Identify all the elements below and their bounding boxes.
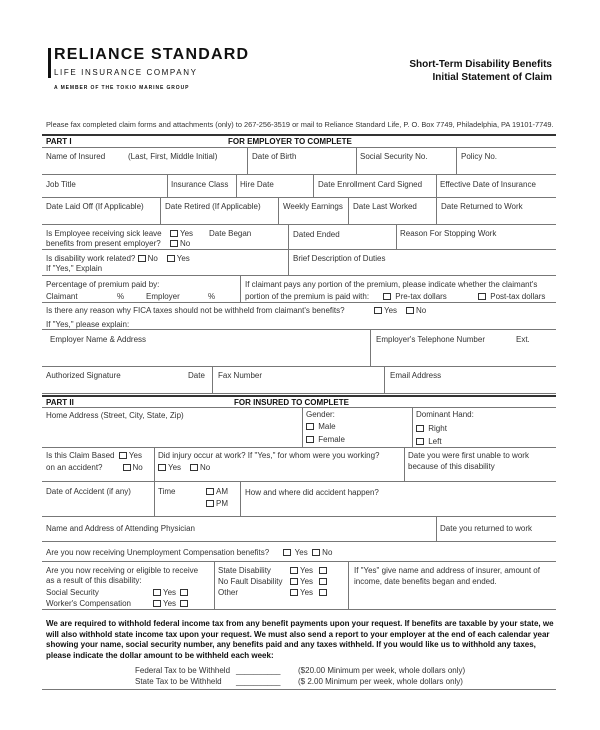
checkbox[interactable]: [312, 549, 320, 556]
rule: [42, 516, 556, 517]
name-of-insured-label: Name of Insured: [46, 152, 106, 161]
hand-left-option[interactable]: Left: [416, 437, 442, 446]
part1-top-rule: [42, 134, 556, 136]
bottom-rule: [42, 689, 556, 690]
checkbox[interactable]: [383, 293, 391, 300]
checkbox[interactable]: [119, 452, 127, 459]
sick-leave-question-line1: Is Employee receiving sick leave: [46, 229, 162, 238]
divider: [214, 561, 215, 609]
injury-at-work-question: Did injury occur at work? If "Yes," for whom were you working?: [158, 451, 380, 460]
rule: [42, 447, 556, 448]
date-enrollment-label: Date Enrollment Card Signed: [318, 180, 423, 189]
date-of-birth-label: Date of Birth: [252, 152, 297, 161]
divider: [278, 197, 279, 224]
checkbox[interactable]: [170, 240, 178, 247]
date-retired-label: Date Retired (If Applicable): [165, 202, 261, 211]
state-tax-label: State Tax to be Withheld: [135, 677, 222, 686]
date-returned-work-label: Date you returned to work: [440, 524, 533, 533]
checkbox[interactable]: [167, 255, 175, 262]
part1-label: PART I: [46, 137, 72, 146]
insurance-class-label: Insurance Class: [171, 180, 229, 189]
divider: [240, 275, 241, 302]
injury-at-work-options: Yes No: [158, 463, 210, 472]
dominant-hand-label: Dominant Hand:: [416, 410, 474, 419]
rule: [42, 147, 556, 148]
brief-description-label: Brief Description of Duties: [293, 254, 386, 263]
company-subtitle: LIFE INSURANCE COMPANY: [54, 68, 198, 77]
state-tax-note: ($ 2.00 Minimum per week, whole dollars only): [298, 677, 463, 686]
divider: [154, 481, 155, 516]
gender-male-option[interactable]: Male: [306, 422, 336, 431]
divider: [160, 197, 161, 224]
rule: [42, 174, 556, 175]
divider: [412, 407, 413, 447]
dated-ended-label: Dated Ended: [293, 230, 340, 239]
divider: [384, 366, 385, 393]
nf-no-checkbox[interactable]: [319, 578, 327, 585]
pct-symbol: %: [208, 292, 216, 301]
employer-name-label: Employer Name & Address: [50, 335, 147, 344]
if-yes-give-line1: If "Yes" give name and address of insurer, amount of: [354, 566, 540, 575]
checkbox[interactable]: [206, 488, 214, 495]
other-yes-checkbox[interactable]: [290, 589, 298, 596]
rule: [42, 541, 556, 542]
weekly-earnings-label: Weekly Earnings: [283, 202, 343, 211]
sd-yes-checkbox[interactable]: [290, 567, 298, 574]
rule: [42, 366, 556, 367]
date-laid-off-label: Date Laid Off (If Applicable): [46, 202, 144, 211]
employer-phone-label: Employer's Telephone Number: [376, 335, 485, 344]
if-yes-explain-label: If "Yes," Explain: [46, 264, 103, 273]
yes-label: Yes: [300, 588, 314, 597]
first-unable-line1: Date you were first unable to work: [408, 451, 529, 460]
divider: [404, 447, 405, 481]
checkbox[interactable]: [478, 293, 486, 300]
federal-tax-label: Federal Tax to be Withheld: [135, 666, 231, 675]
rule: [42, 609, 556, 610]
fax-number-label: Fax Number: [218, 371, 263, 380]
fica-question: Is there any reason why FICA taxes should not be withheld from claimant's benefits?: [46, 306, 345, 315]
rule: [42, 275, 556, 276]
sick-leave-no[interactable]: No: [170, 239, 190, 248]
divider: [436, 197, 437, 224]
checkbox[interactable]: [416, 438, 424, 445]
divider: [302, 407, 303, 447]
divider: [212, 366, 213, 393]
date-last-worked-label: Date Last Worked: [353, 202, 417, 211]
gender-label: Gender:: [306, 410, 335, 419]
checkbox[interactable]: [306, 423, 314, 430]
hand-right-option[interactable]: Right: [416, 424, 447, 433]
divider: [436, 174, 437, 197]
claimant-pays-line2: portion of the premium is paid with:: [245, 292, 370, 301]
yes-label: Yes: [300, 566, 314, 575]
divider: [240, 481, 241, 516]
unemployment-question: Are you now receiving Unemployment Compensation benefits? Yes No: [46, 548, 333, 557]
sd-no-checkbox[interactable]: [319, 567, 327, 574]
checkbox[interactable]: [406, 307, 414, 314]
reason-stopping-label: Reason For Stopping Work: [400, 229, 497, 238]
pm-option[interactable]: PM: [206, 499, 228, 508]
divider: [348, 561, 349, 609]
ssn-label: Social Security No.: [360, 152, 428, 161]
document-title: [409, 58, 552, 84]
physician-label: Name and Address of Attending Physician: [46, 524, 195, 533]
date-label: Date: [188, 371, 205, 380]
rule: [42, 197, 556, 198]
rule: [42, 561, 556, 562]
part2-heading: FOR INSURED TO COMPLETE: [234, 398, 349, 407]
claim-accident-line1: Is this Claim Based Yes: [46, 451, 142, 460]
first-unable-line2: because of this disability: [408, 462, 495, 471]
effective-date-label: Effective Date of Insurance: [440, 180, 536, 189]
divider: [167, 174, 168, 197]
claimant-pays-line1: If claimant pays any portion of the premium, please indicate whether the claimant's: [245, 280, 538, 289]
ext-label: Ext.: [516, 335, 530, 344]
divider: [288, 224, 289, 275]
if-yes-give-line2: income, date benefits began and ended.: [354, 577, 497, 586]
claim-accident-line2: on an accident? No: [46, 463, 143, 472]
rule: [42, 249, 556, 250]
email-label: Email Address: [390, 371, 442, 380]
post-tax-option[interactable]: Post-tax dollars: [478, 292, 545, 301]
checkbox[interactable]: [158, 464, 166, 471]
home-address-label: Home Address (Street, City, State, Zip): [46, 411, 184, 420]
pct-premium-label: Percentage of premium paid by:: [46, 280, 160, 289]
state-tax-blank[interactable]: __________: [236, 677, 281, 686]
wc-yes-checkbox[interactable]: [153, 600, 161, 607]
sick-leave-question-line2: benefits from present employer?: [46, 239, 161, 248]
how-where-label: How and where did accident happen?: [245, 488, 379, 497]
checkbox[interactable]: [306, 436, 314, 443]
divider: [436, 516, 437, 541]
federal-tax-blank[interactable]: __________: [236, 666, 281, 675]
fax-instructions: Please fax completed claim forms and attachments (only) to 267-256-3519 or mail to Reliance Standard Life, P. O. Box 7749, Philadelphia, PA 19101-7749.: [46, 120, 554, 129]
company-logo-text: RELIANCE STANDARD: [54, 46, 250, 63]
ss-yes-checkbox[interactable]: [153, 589, 161, 596]
logo-bar: [48, 48, 51, 78]
rule: [42, 329, 556, 330]
tax-withholding-notice: We are required to withhold federal income tax from any benefit payments upon your request. If benefits are taxable by your state, we will also withhold state income tax upon your request. We must also send a report to your employer at the end of each calendar year showing your name, social security number, any benefits paid and any taxes withheld. If you would like us to withhold any taxes, please indicate the dollar amount to be withheld each week:: [46, 619, 554, 660]
title-line-1: Short-Term Disability Benefits: [409, 59, 552, 70]
date-began-label: Date Began: [209, 229, 252, 238]
hire-date-label: Hire Date: [240, 180, 274, 189]
divider: [396, 224, 397, 249]
name-parts-label: (Last, First, Middle Initial): [128, 152, 218, 161]
part2-label: PART II: [46, 398, 74, 407]
divider: [456, 147, 457, 174]
divider: [348, 197, 349, 224]
rule: [42, 407, 556, 408]
policy-no-label: Policy No.: [461, 152, 498, 161]
time-label: Time: [158, 487, 176, 496]
divider: [247, 147, 248, 174]
company-tagline: A MEMBER OF THE TOKIO MARINE GROUP: [54, 85, 190, 91]
checkbox[interactable]: [170, 230, 178, 237]
yes-label: Yes: [163, 588, 177, 597]
job-title-label: Job Title: [46, 180, 76, 189]
part2-top-rule: [42, 395, 556, 397]
employer-label: Employer: [146, 292, 180, 301]
nf-yes-checkbox[interactable]: [290, 578, 298, 585]
sick-leave-yes[interactable]: Yes: [170, 229, 193, 238]
pct-symbol: %: [117, 292, 125, 301]
gender-female-option[interactable]: Female: [306, 435, 345, 444]
no-fault-label: No Fault Disability: [218, 577, 283, 586]
date-returned-label: Date Returned to Work: [441, 202, 523, 211]
rule: [42, 224, 556, 225]
divider: [370, 329, 371, 366]
social-security-label: Social Security: [46, 588, 99, 597]
federal-tax-note: ($20.00 Minimum per week, whole dollars only): [298, 666, 466, 675]
fica-yes[interactable]: Yes: [374, 306, 397, 315]
fica-no[interactable]: No: [406, 306, 426, 315]
checkbox[interactable]: [416, 425, 424, 432]
checkbox[interactable]: [283, 549, 291, 556]
date-of-accident-label: Date of Accident (if any): [46, 487, 131, 496]
workers-comp-label: Worker's Compensation: [46, 599, 131, 608]
wc-no-checkbox[interactable]: [180, 600, 188, 607]
rule: [42, 481, 556, 482]
checkbox[interactable]: [374, 307, 382, 314]
rule: [42, 302, 556, 303]
if-yes-please-explain: If "Yes," please explain:: [46, 320, 130, 329]
title-line-2: Initial Statement of Claim: [432, 72, 552, 83]
divider: [236, 174, 237, 197]
part1-heading: FOR EMPLOYER TO COMPLETE: [228, 137, 352, 146]
other-income-line2: as a result of this disability:: [46, 576, 142, 585]
work-related-question: Is disability work related? No Yes: [46, 254, 190, 263]
yes-label: Yes: [163, 599, 177, 608]
divider: [313, 174, 314, 197]
divider: [154, 447, 155, 481]
checkbox[interactable]: [123, 464, 131, 471]
other-label: Other: [218, 588, 239, 597]
claimant-label: Claimant: [46, 292, 78, 301]
yes-label: Yes: [300, 577, 314, 586]
rule: [42, 393, 556, 394]
checkbox[interactable]: [206, 500, 214, 507]
authorized-signature-label: Authorized Signature: [46, 371, 121, 380]
divider: [356, 147, 357, 174]
other-income-line1: Are you now receiving or eligible to receive: [46, 566, 199, 575]
checkbox[interactable]: [190, 464, 198, 471]
state-disability-label: State Disability: [218, 566, 271, 575]
am-option[interactable]: AM: [206, 487, 228, 496]
other-no-checkbox[interactable]: [319, 589, 327, 596]
pre-tax-option[interactable]: Pre-tax dollars: [383, 292, 447, 301]
ss-no-checkbox[interactable]: [180, 589, 188, 596]
checkbox[interactable]: [138, 255, 146, 262]
